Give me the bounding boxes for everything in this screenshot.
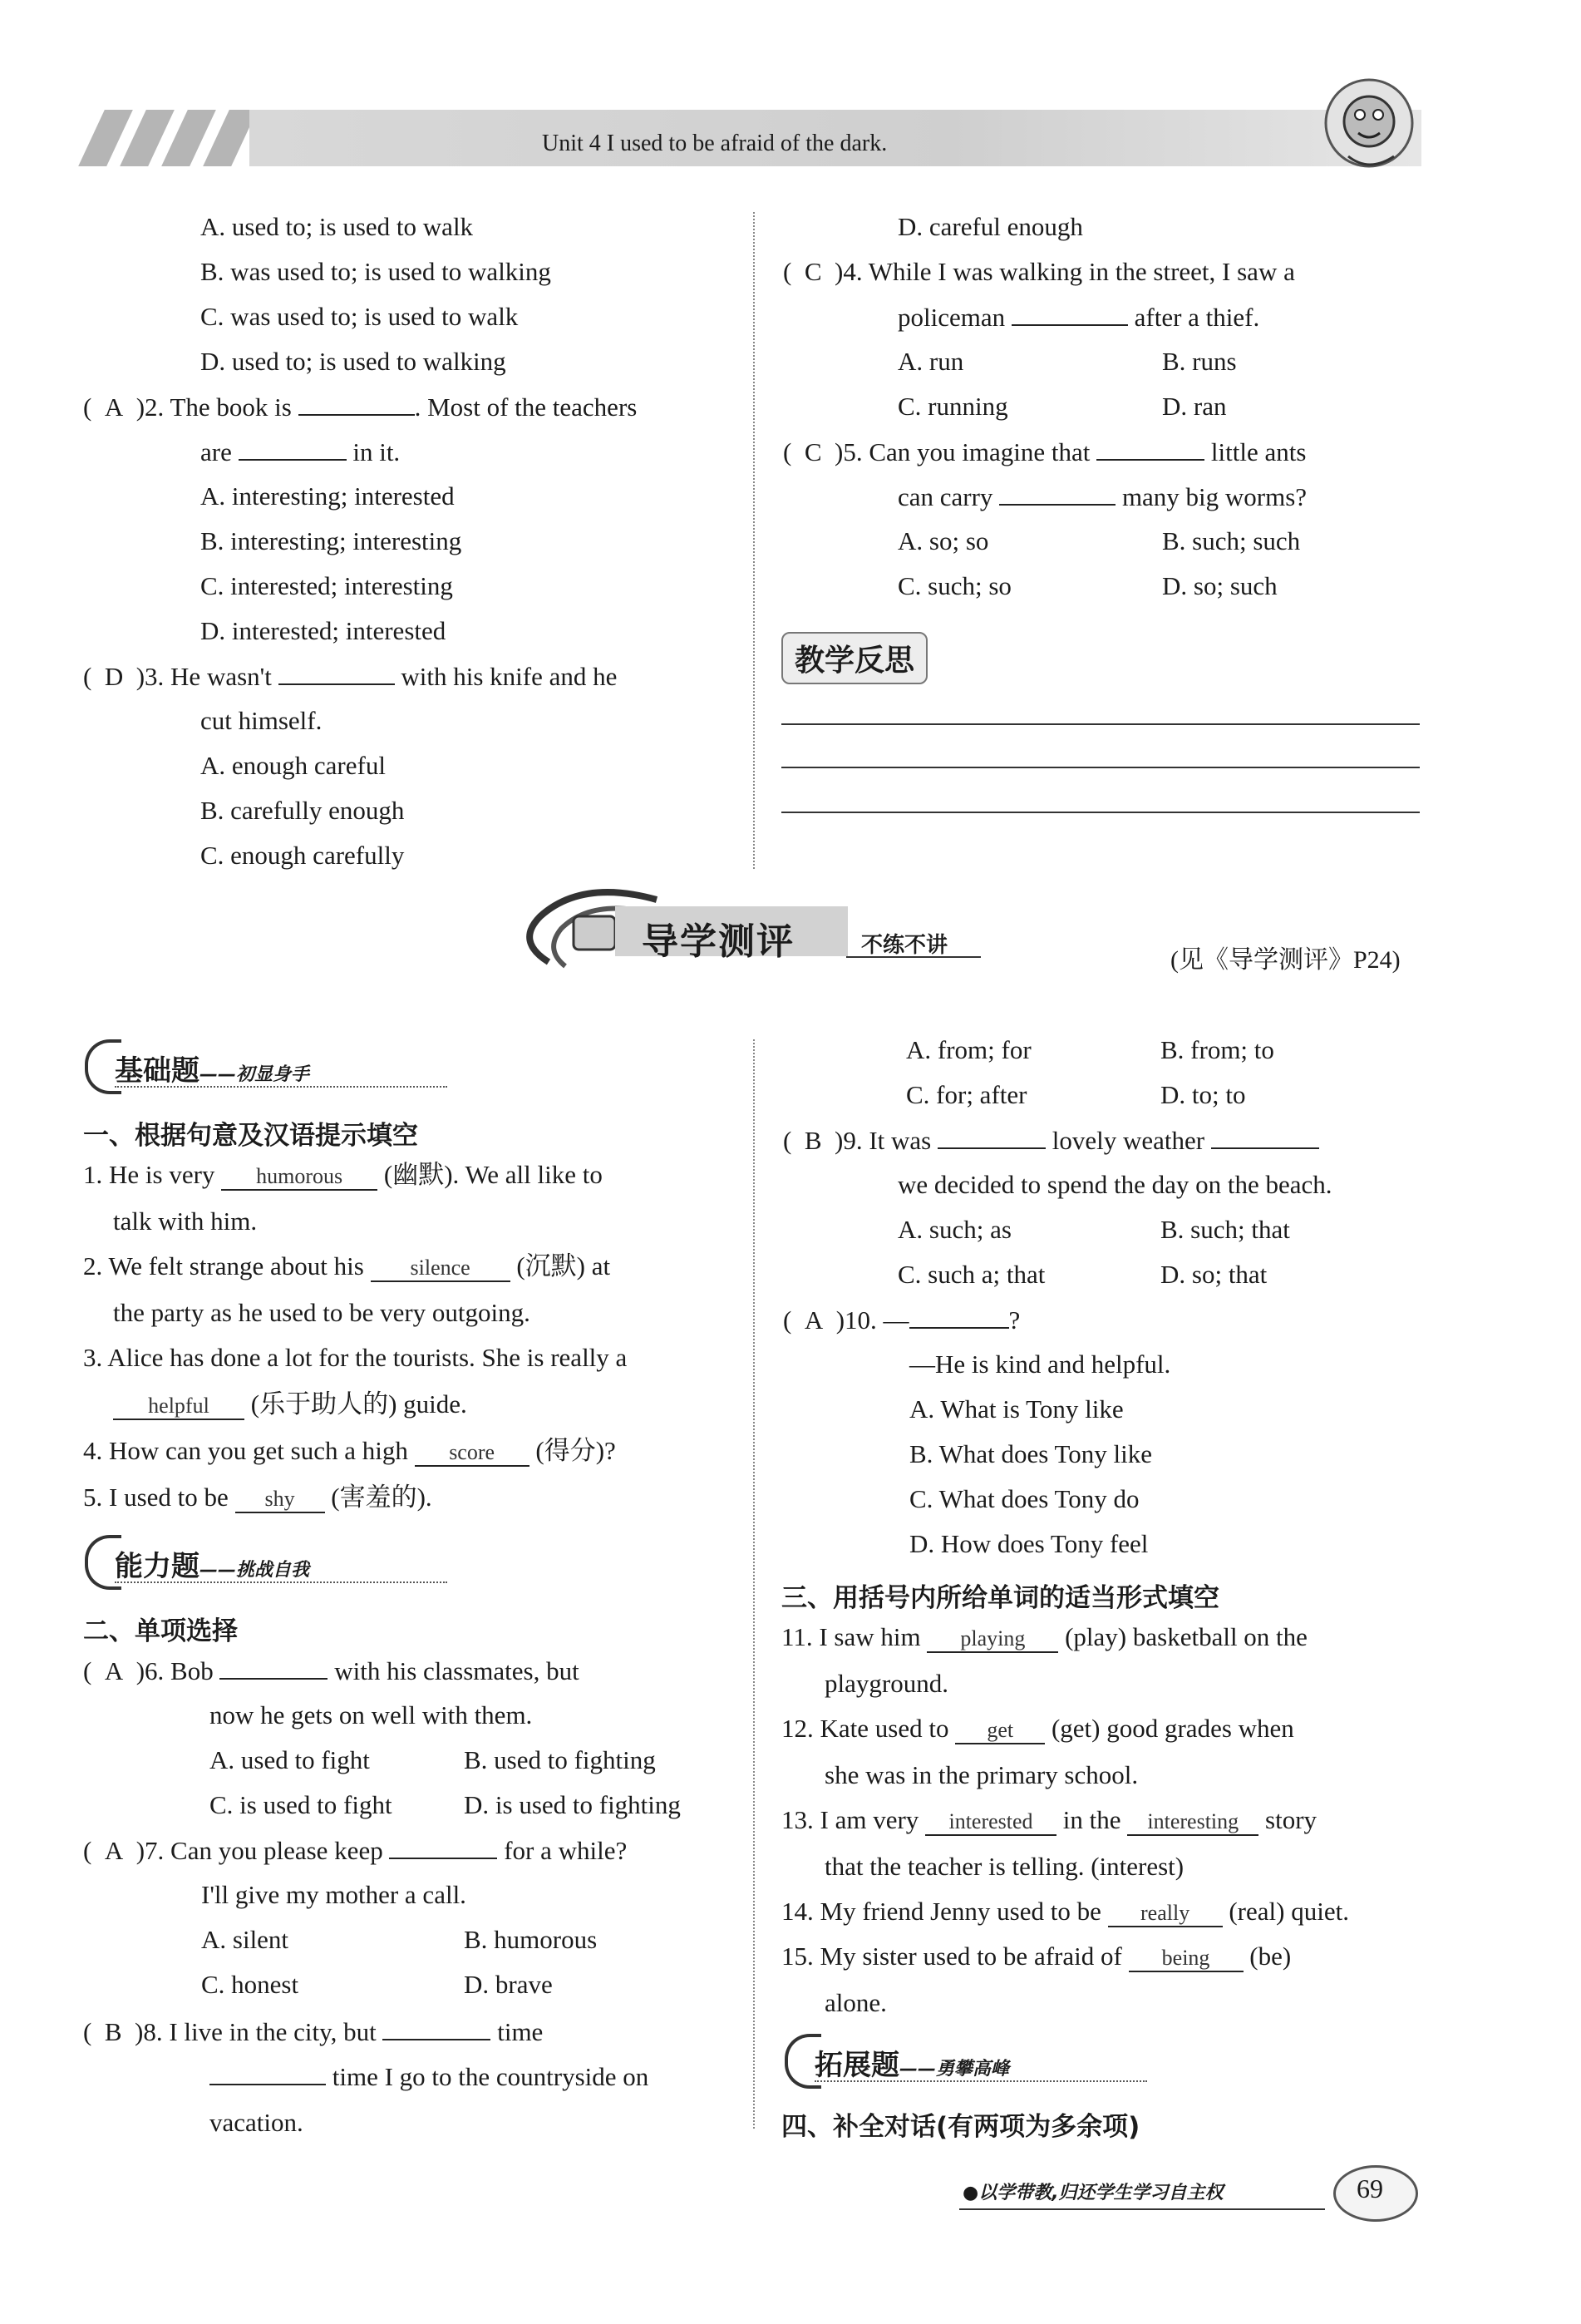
form-q13-answer2: interesting [1127,1810,1258,1836]
form-q15-pre: 15. My sister used to be afraid of [781,1942,1122,1971]
q2-line2-pre: are [200,437,232,466]
q1-option-d: D. used to; is used to walking [200,347,506,376]
extension-section-title: 四、补全对话(有两项为多余项) [781,2112,1140,2142]
form-q11-answer: playing [927,1627,1058,1653]
q3-option-c: C. enough carefully [200,841,405,870]
fill-q4-post: (得分)? [535,1436,616,1465]
ability-tag-sub: ——挑战自我 [199,1560,310,1581]
q6-stem-tail: with his classmates, but [334,1656,579,1685]
q7-line1: ( A )7. Can you please keep for a while? [83,1836,628,1865]
q4-answer: C [804,257,822,286]
q4-line2-pre: policeman [898,303,1006,332]
q5-option-c: C. such; so [898,571,1012,600]
q7-option-c: C. honest [201,1970,299,1999]
q5-stem-tail: little ants [1210,437,1307,466]
q4-blank [1012,303,1128,326]
page-number: 69 [1357,2174,1383,2203]
form-q14 [781,1897,1349,1927]
q8-option-c: C. for; after [906,1080,1027,1109]
q1-option-c: C. was used to; is used to walk [200,302,519,331]
q3-stem-tail: with his knife and he [401,662,618,691]
q10-answer: A [804,1305,824,1335]
basic-tag-label: 基础题 [115,1054,199,1088]
q9-option-c: C. such a; that [898,1260,1046,1289]
form-q14-post: (real) quiet. [1229,1897,1349,1926]
extension-tag [815,2042,1009,2083]
q4-option-d: D. ran [1162,392,1227,421]
q1-option-a: A. used to; is used to walk [200,212,474,241]
form-q15-post: (be) [1249,1942,1292,1971]
fill-q1-post: (幽默). We all like to [383,1160,603,1189]
form-q11-post: (play) basketball on the [1065,1622,1308,1651]
q6-option-d: D. is used to fighting [464,1790,681,1819]
q9-stem: )9. It was [835,1126,932,1155]
fill-q3-post: (乐于助人的) guide. [250,1389,467,1419]
q7-option-d: D. brave [464,1970,553,1999]
q10-option-d: D. How does Tony feel [909,1529,1149,1558]
q3-line2: cut himself. [200,706,323,735]
q4-option-b: B. runs [1162,347,1237,376]
fill-q1 [83,1161,603,1191]
q5-line2 [898,482,1307,511]
q9-blank1 [938,1126,1046,1149]
form-q12-post: (get) good grades when [1051,1714,1294,1743]
q3-option-b: B. carefully enough [200,796,405,825]
fill-q2-pre: 2. We felt strange about his [83,1251,364,1280]
form-q11 [781,1623,1308,1653]
q3-line1: ( D )3. He wasn't with his knife and he [83,662,618,691]
basic-tag-sub: ——初显身手 [199,1064,310,1085]
form-q14-pre: 14. My friend Jenny used to be [781,1897,1101,1926]
fill-q2-answer: silence [371,1256,510,1282]
form-q15 [781,1942,1291,1972]
q4-stem: )4. While I was walking in the street, I saw a [835,257,1295,286]
q2-answer: A [104,392,124,422]
q7-stem-tail: for a while? [504,1836,628,1865]
q8-line1: ( B )8. I live in the city, but time [83,2017,544,2046]
q8-line2 [209,2062,648,2091]
reflection-title: 教学反思 [781,632,928,684]
ability-section-title: 二、单项选择 [83,1616,238,1646]
reflection-line [781,812,1420,813]
banner-underline [846,956,981,958]
form-q12-line2: she was in the primary school. [825,1760,1139,1789]
q3-option-a: A. enough careful [200,751,386,780]
q6-answer: A [104,1656,124,1685]
q6-option-a: A. used to fight [209,1745,370,1774]
q7-stem: )7. Can you please keep [135,1836,383,1865]
fill-q2-line2: the party as he used to be very outgoing. [113,1298,530,1327]
q8-line2-post: time I go to the countryside on [332,2062,649,2091]
banner-ref: (见《导学测评》P24) [1170,946,1401,974]
q5-line1: ( C )5. Can you imagine that little ants [783,437,1307,466]
mascot-icon [1315,73,1423,181]
form-q13-answer1: interested [925,1810,1056,1836]
fill-q5-post: (害羞的). [331,1483,432,1512]
q8-option-b: B. from; to [1160,1035,1274,1064]
basic-tag-dots [115,1086,447,1088]
q3-answer: D [104,662,124,691]
fill-q3: 3. Alice has done a lot for the tourists. She is really a [83,1343,628,1372]
q10-option-a: A. What is Tony like [909,1394,1124,1424]
q5-option-b: B. such; such [1162,526,1301,555]
ability-tag-label: 能力题 [115,1550,199,1583]
q6-line2: now he gets on well with them. [209,1700,533,1729]
q4-line1: ( C )4. While I was walking in the street, I saw a [783,257,1295,286]
forms-section-title: 三、用括号内所给单词的适当形式填空 [781,1583,1219,1613]
q10-line2: —He is kind and helpful. [909,1349,1171,1379]
q7-answer: A [104,1836,124,1865]
q8-stem: )8. I live in the city, but [135,2017,377,2046]
q9-line2: we decided to spend the day on the beach. [898,1170,1332,1199]
q6-stem: )6. Bob [135,1656,214,1685]
column-divider [753,1039,755,2129]
q2-option-d: D. interested; interested [200,616,446,645]
q9-option-a: A. such; as [898,1215,1012,1244]
q2-line2 [200,437,400,466]
q2-option-a: A. interesting; interested [200,481,455,511]
q6-option-c: C. is used to fight [209,1790,392,1819]
fill-q4-answer: score [415,1441,529,1467]
q2-option-b: B. interesting; interesting [200,526,462,555]
q4-option-c: C. running [898,392,1008,421]
unit-title: Unit 4 I used to be afraid of the dark. [542,131,888,156]
q8-answer: B [104,2017,122,2046]
fill-q2-post: (沉默) at [516,1251,611,1280]
fill-q3-answer: helpful [113,1394,244,1420]
q4-line2 [898,303,1259,332]
q5-blank2 [999,482,1116,506]
form-q13-post: story [1265,1805,1318,1834]
extension-tag-label: 拓展题 [815,2049,899,2082]
basic-tag [115,1048,309,1088]
fill-q1-pre: 1. He is very [83,1160,215,1189]
form-q13-pre: 13. I am very [781,1805,919,1834]
q3-stem: )3. He wasn't [135,662,272,691]
q10-option-b: B. What does Tony like [909,1439,1153,1468]
q10-blank [909,1305,1009,1329]
q2-line1: ( A )2. The book is . Most of the teachers [83,392,638,422]
q10-stem: )10. — [835,1305,909,1335]
q7-blank [389,1836,497,1859]
footer-rule [959,2208,1325,2210]
banner-title: 导学测评 [642,920,795,963]
fill-q5-pre: 5. I used to be [83,1483,229,1512]
form-q12 [781,1715,1294,1744]
q3-blank [278,662,395,685]
q8-blank1 [382,2017,490,2040]
q2-blank1 [298,392,415,416]
q6-option-b: B. used to fighting [464,1745,656,1774]
footer-motto: ●以学带教,归还学生学习自主权 [963,2183,1224,2203]
form-q15-answer: being [1129,1947,1244,1972]
form-q13-line2: that the teacher is telling. (interest) [825,1852,1185,1881]
reflection-line [781,767,1420,768]
q2-blank2 [239,437,347,461]
reflection-line [781,723,1420,725]
form-q13 [781,1806,1317,1836]
q2-line2-post: in it. [352,437,401,466]
fill-q1-line2: talk with him. [113,1206,258,1236]
fill-q3-line2 [113,1390,467,1420]
q10-option-c: C. What does Tony do [909,1484,1140,1513]
ability-tag [115,1543,309,1584]
q8-option-a: A. from; for [906,1035,1032,1064]
form-q13-mid: in the [1062,1805,1121,1834]
extension-tag-dots [815,2080,1147,2082]
fill-q4-pre: 4. How can you get such a high [83,1436,408,1465]
fill-q2 [83,1252,610,1282]
q5-line2-post: many big worms? [1121,482,1308,511]
q5-option-d: D. so; such [1162,571,1278,600]
q8-stem-tail: time [497,2017,544,2046]
q5-line2-pre: can carry [898,482,993,511]
q4-option-a: A. run [898,347,964,376]
q5-answer: C [804,437,822,466]
ability-tag-dots [115,1581,447,1583]
q7-option-b: B. humorous [464,1925,598,1954]
q8-line3: vacation. [209,2108,303,2137]
fill-q4 [83,1437,616,1467]
form-q14-answer: really [1108,1902,1223,1927]
q9-answer: B [804,1126,822,1155]
q7-option-a: A. silent [201,1925,289,1954]
q9-stem-mid: lovely weather [1052,1126,1205,1155]
basic-section-title: 一、根据句意及汉语提示填空 [83,1121,418,1151]
form-q12-pre: 12. Kate used to [781,1714,949,1743]
q10-line1: ( A )10. — ? [783,1305,1021,1335]
q5-blank1 [1096,437,1204,461]
column-divider [753,212,755,869]
q2-option-c: C. interested; interesting [200,571,453,600]
q2-stem: )2. The book is [135,392,292,422]
q4-line2-post: after a thief. [1134,303,1260,332]
fill-q5 [83,1483,432,1513]
fill-q5-answer: shy [235,1488,325,1513]
q5-option-a: A. so; so [898,526,989,555]
q1-option-b: B. was used to; is used to walking [200,257,551,286]
q9-blank2 [1211,1126,1319,1149]
q8-blank2 [209,2062,326,2085]
q6-line1: ( A )6. Bob with his classmates, but [83,1656,579,1685]
q3-option-d: D. careful enough [898,212,1083,241]
fill-q1-answer: humorous [221,1165,377,1191]
q9-option-b: B. such; that [1160,1215,1290,1244]
banner-subtitle: 不练不讲 [861,933,948,958]
form-q11-line2: playground. [825,1669,948,1698]
q7-line2: I'll give my mother a call. [201,1880,466,1909]
q9-line1: ( B )9. It was lovely weather [783,1126,1319,1155]
form-q15-line2: alone. [825,1988,887,2017]
q6-blank [219,1656,328,1680]
form-q12-answer: get [955,1719,1045,1744]
q2-stem-tail: . Most of the teachers [414,392,638,422]
extension-tag-sub: ——勇攀高峰 [899,2059,1010,2080]
q8-option-d: D. to; to [1160,1080,1246,1109]
form-q11-pre: 11. I saw him [781,1622,921,1651]
q9-option-d: D. so; that [1160,1260,1268,1289]
q10-stem-tail: ? [1008,1305,1021,1335]
q5-stem: )5. Can you imagine that [835,437,1091,466]
